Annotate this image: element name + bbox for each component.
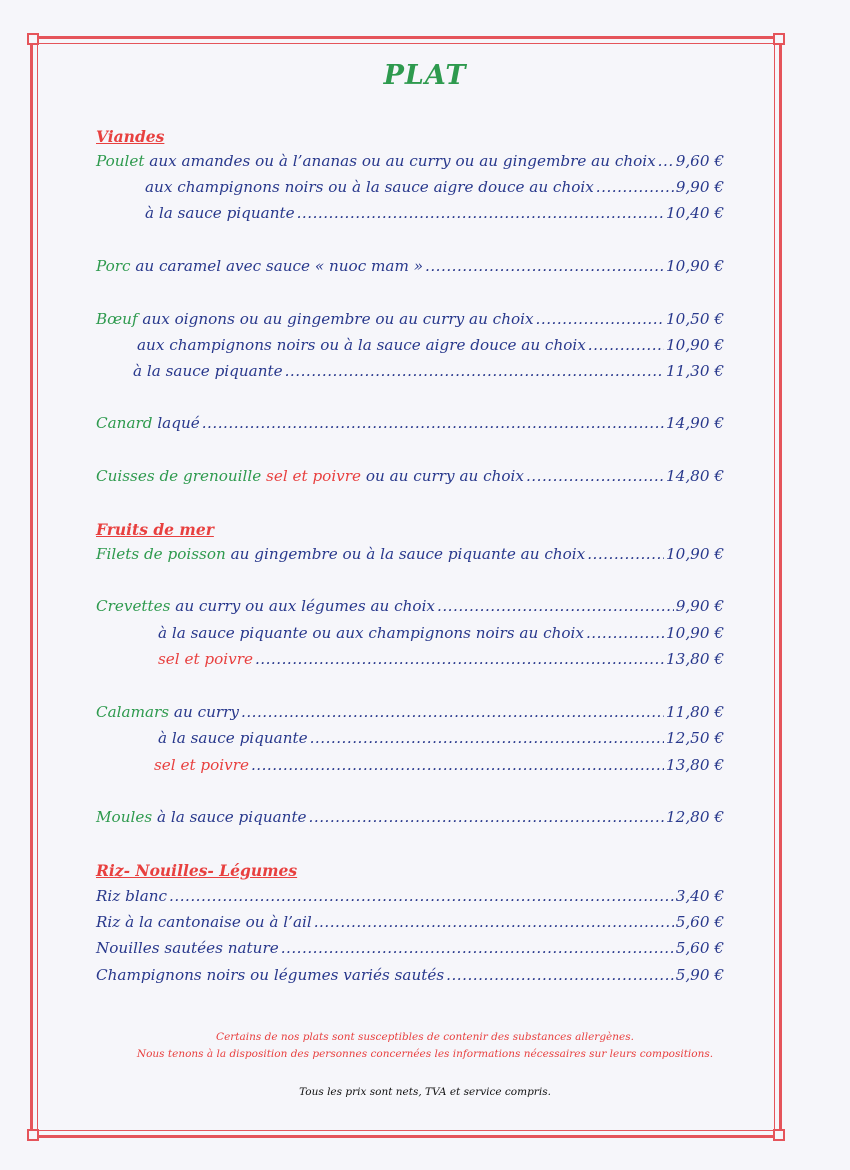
dot-leader <box>297 204 664 222</box>
dot-leader <box>587 545 664 563</box>
dish-desc: au curry <box>169 703 239 721</box>
dish-desc: au curry ou aux légumes au choix <box>170 597 436 615</box>
dish-name: Calamars <box>96 703 170 721</box>
dish-price: 3,40 € <box>675 887 724 905</box>
menu-item-canard <box>96 414 724 436</box>
menu-item-poulet-variant <box>145 178 724 200</box>
dish-desc: ou au curry au choix <box>361 467 524 485</box>
dish-price: 5,60 € <box>675 939 724 957</box>
frame-corner <box>773 1129 785 1141</box>
dot-leader <box>241 703 664 721</box>
dish-desc: Nouilles sautées nature <box>96 939 279 957</box>
dish-desc: Champignons noirs ou légumes variés sautés <box>96 966 445 984</box>
dish-desc: Riz blanc <box>96 887 168 905</box>
dish-price: 12,50 € <box>666 729 724 747</box>
dish-desc: au caramel avec sauce « nuoc mam » <box>130 257 424 275</box>
dish-price: 10,90 € <box>666 624 724 642</box>
dish-name: Poulet <box>96 152 145 170</box>
dish-highlight: sel et poivre <box>154 756 249 774</box>
menu-item-calamars <box>96 703 724 725</box>
price-footer: Tous les prix sont nets, TVA et service compris. <box>299 1086 551 1098</box>
dish-desc: à la sauce piquante <box>152 808 307 826</box>
dot-leader <box>255 650 664 668</box>
frame-corner <box>773 33 785 45</box>
dot-leader <box>310 729 664 747</box>
section-viandes: Viandes <box>96 127 165 146</box>
dot-leader <box>314 913 674 931</box>
dish-price: 13,80 € <box>666 756 724 774</box>
menu-item-moules <box>96 808 724 830</box>
dish-desc: à la sauce piquante ou aux champignons noirs au choix <box>158 624 584 642</box>
dish-price: 12,80 € <box>666 808 724 826</box>
dish-price: 14,90 € <box>666 414 724 432</box>
menu-item-cuisses <box>96 467 724 489</box>
menu-item-champignons <box>96 966 724 988</box>
dish-price: 10,90 € <box>666 545 724 563</box>
dot-leader <box>169 887 674 905</box>
dish-price: 14,80 € <box>666 467 724 485</box>
dot-leader <box>425 257 664 275</box>
dot-leader <box>658 152 674 170</box>
dish-desc: à la sauce piquante <box>145 204 295 222</box>
menu-item-boeuf-variant <box>133 362 724 384</box>
dish-desc: aux champignons noirs ou à la sauce aigre douce au choix <box>145 178 594 196</box>
dish-price: 5,60 € <box>675 913 724 931</box>
page-title: PLAT <box>383 60 467 91</box>
dish-desc: aux champignons noirs ou à la sauce aigre douce au choix <box>137 336 586 354</box>
dot-leader <box>202 414 664 432</box>
menu-item-riz-blanc <box>96 887 724 909</box>
dish-price: 13,80 € <box>666 650 724 668</box>
dot-leader <box>251 756 664 774</box>
dot-leader <box>596 178 674 196</box>
dish-desc: Riz à la cantonaise ou à l’ail <box>96 913 312 931</box>
allergen-notice-line2: Nous tenons à la disposition des personnes concernées les informations nécessaires sur leurs compositions. <box>136 1048 714 1060</box>
allergen-notice-line1: Certains de nos plats sont susceptibles de contenir des substances allergènes. <box>216 1031 634 1043</box>
dish-desc: aux amandes ou à l’ananas ou au curry ou au gingembre au choix <box>144 152 656 170</box>
dish-price: 10,90 € <box>666 257 724 275</box>
dot-leader <box>588 336 664 354</box>
menu-item-boeuf-variant <box>137 336 724 358</box>
dish-price: 10,40 € <box>666 204 724 222</box>
dish-name: Moules <box>96 808 153 826</box>
dish-desc: aux oignons ou au gingembre ou au curry au choix <box>137 310 534 328</box>
menu-item-crevettes <box>96 597 724 619</box>
dish-price: 11,80 € <box>666 703 724 721</box>
dish-price: 5,90 € <box>675 966 724 984</box>
dish-price: 9,60 € <box>675 152 724 170</box>
menu-item-filets <box>96 545 724 567</box>
dish-name: Filets de poisson <box>96 545 226 563</box>
dish-desc: à la sauce piquante <box>158 729 308 747</box>
frame-corner <box>27 1129 39 1141</box>
dish-price: 10,50 € <box>666 310 724 328</box>
menu-item-porc <box>96 257 724 279</box>
menu-item-poulet <box>96 152 724 174</box>
dot-leader <box>446 966 674 984</box>
dish-price: 11,30 € <box>666 362 724 380</box>
dish-price: 9,90 € <box>675 178 724 196</box>
frame-corner <box>27 33 39 45</box>
dish-desc: laqué <box>152 414 200 432</box>
dish-name: Crevettes <box>96 597 171 615</box>
dot-leader <box>526 467 664 485</box>
menu-item-calamars-variant <box>154 756 724 778</box>
menu-item-crevettes-variant <box>158 650 724 672</box>
dish-name: Cuisses de grenouille <box>96 467 262 485</box>
menu-item-nouilles <box>96 939 724 961</box>
menu-item-calamars-variant <box>158 729 724 751</box>
dot-leader <box>437 597 674 615</box>
section-riz-nouilles-legumes: Riz- Nouilles- Légumes <box>96 861 298 880</box>
menu-item-crevettes-variant <box>158 624 724 646</box>
dot-leader <box>536 310 664 328</box>
dish-price: 9,90 € <box>675 597 724 615</box>
menu-item-riz-cantonaise <box>96 913 724 935</box>
menu-item-boeuf <box>96 310 724 332</box>
dish-price: 10,90 € <box>666 336 724 354</box>
menu-item-poulet-variant <box>145 204 724 226</box>
dish-name: Canard <box>96 414 153 432</box>
dish-desc: au gingembre ou à la sauce piquante au choix <box>225 545 586 563</box>
dish-highlight: sel et poivre <box>261 467 361 485</box>
section-fruits-de-mer: Fruits de mer <box>96 520 214 539</box>
dot-leader <box>586 624 664 642</box>
dot-leader <box>285 362 664 380</box>
dish-name: Bœuf <box>96 310 138 328</box>
dish-highlight: sel et poivre <box>158 650 253 668</box>
dot-leader <box>309 808 664 826</box>
dot-leader <box>281 939 674 957</box>
dish-desc: à la sauce piquante <box>133 362 283 380</box>
dish-name: Porc <box>96 257 131 275</box>
